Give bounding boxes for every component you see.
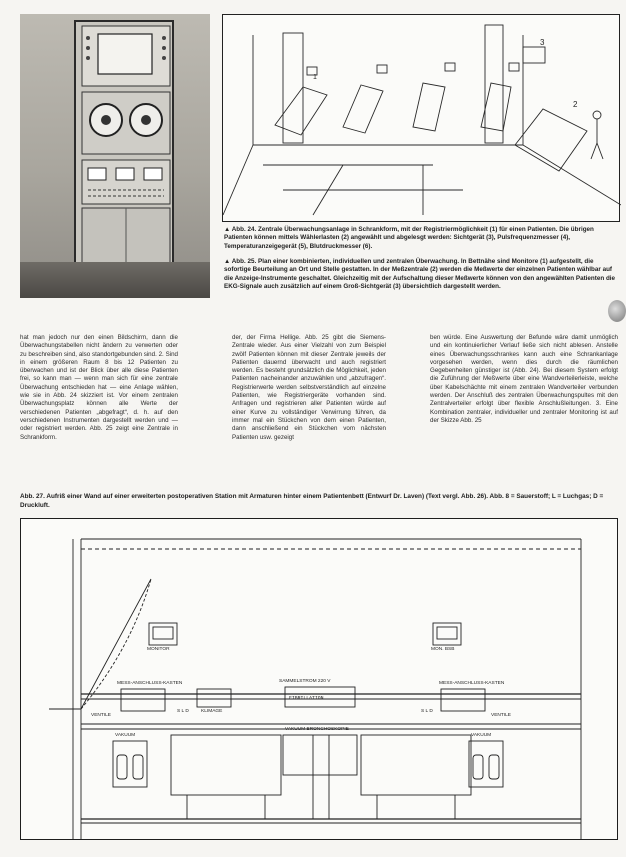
label-vakuum-right: VAKUUM bbox=[471, 733, 492, 738]
body-column-3: ben würde. Eine Auswertung der Befunde wäre damit unmöglich und ein kontinuierlicher Verlauf ließe sich nicht ablesen. Anstelle eines Überwachungsschrankes kann auch eine Schrankanlage vorgesehen werden, wenn dies durch die räumlichen Gegebenheiten günstiger ist (Abb. 24). Bei diesem System erfolgt die Zuführung der Meßwerte über eine Wandverteilerleiste, welche über Kabelschächte mit einem zentralen Wandverteiler verbunden werden. Der Anschluß des zentralen Überwachungspultes mit den Zentralverteiler erfolgt über flexible Anschlußleitungen. 3. Eine Kombination zentraler, individueller und zentraler Monitoring ist auf der Skizze Abb. 25 bbox=[430, 334, 618, 424]
caption-fig27: Abb. 27. Aufriß einer Wand auf einer erweiterten postoperativen Station mit Armaturen hinter einem Patientenbett (Entwurf Dr. Laven) (Text vergl. Abb. 26). Abb. 8 = Sauerstoff; L = Luchgas; D = Druckluft. bbox=[20, 493, 604, 509]
floor bbox=[20, 262, 210, 298]
label-vakuum-left: VAKUUM bbox=[115, 733, 136, 738]
ward-plan-svg bbox=[223, 15, 621, 223]
plan-number-2: 2 bbox=[573, 100, 578, 109]
plan-number-1: 1 bbox=[313, 74, 317, 81]
plan-number-3: 3 bbox=[540, 38, 545, 47]
label-fibrillation: FIBRILLATION bbox=[289, 696, 324, 701]
cabinet-illustration bbox=[76, 22, 176, 298]
photo-monitoring-cabinet bbox=[20, 14, 210, 298]
label-ventile-right: VENTILE bbox=[491, 713, 511, 718]
monitoring-cabinet-image bbox=[74, 20, 174, 296]
label-mess-kasten-right: MESS-ANSCHLUSS-KASTEN bbox=[439, 681, 505, 686]
label-gas-outlets-right: S L D bbox=[421, 709, 433, 714]
caption-fig24: ▲ Abb. 24. Zentrale Überwachungsanlage in Schrankform, mit der Registriermöglichkeit (1) für einen Patienten. Die übrigen Patienten können mittels Wählerlasten (2) angewählt und abgelesgt werden: Sichtgerät (3), Pulsfrequenzmesser (4), Temperaturanzeigegerät (5), Blutdruckmesser (6). bbox=[224, 226, 594, 250]
label-monitor-right: MON. BSB bbox=[431, 647, 455, 652]
label-klimage: KLIMAGE bbox=[201, 709, 223, 714]
page-edge-shadow bbox=[608, 300, 626, 322]
caption-fig25: ▲ Abb. 25. Plan einer kombinierten, individuellen und zentralen Überwachung. In Bettnähe sind Monitore (1) aufgestellt, die sofortige Beurteilung an Ort und Stelle gestatten. In der Meßzentrale (2) werden die Meßwerte der einzelnen Patienten wählbar auf die Anzeige-Instrumente geschaltet. Gleichzeitig mit der Aufschaltung dieser Meßwerte können von den angewählten Patienten die EKG-Signale auch zusätzlich auf einem Groß-Sichtgerät (3) übersichtlich dargestellt werden. bbox=[224, 258, 616, 291]
ward-plan-drawing bbox=[222, 14, 620, 222]
body-column-1: hat man jedoch nur den einen Bildschirm, dann die Überwachungstabellen nicht ändern zu verwerten oder zu beschreiben sind, also standortgebunden sind. 2. Sind in einem größeren Raum 8 bis 12 Patienten zu überwachen und ist der Blick über alle diese Patienten frei, so kann man — wenn man sich für eine zentrale Überwachung entschieden hat — eine Anlage wählen, wie sie in Abb. 24 skizziert ist. Vor einem zentralen Überwachungsplatz können alle Werte der verschiedenen Patienten „abgefragt“, d. h. auf den verschiedenen Instrumenten dargestellt werden und — oder registriert werden. Abb. 25 zeigt eine Zentrale in Schrankform. bbox=[20, 334, 178, 441]
label-vakuum-bronchoskopie: VAKUUM BRONCHOSKOPIE bbox=[285, 727, 349, 732]
label-gas-outlets-left: S L D bbox=[177, 709, 189, 714]
body-column-2: der, der Firma Hellige. Abb. 25 gibt die Siemens-Zentrale wieder. Aus einer Vielzahl von zum Beispiel zwölf Patienten können mit dieser Zentrale jeweils der Patienten dauernd überwacht und auch registriert werden. Es besteht grundsätzlich die Möglichkeit, jeden Patienten nacheinander anzuwählen und „abzufragen“. Registrierwerte werden selbstverständlich auf einzelne Patienten, wie Registriergeräte vorhanden sind. Anfragen und registrieren aller Patienten würde auf einer Kurve zu vollständiger Verwirrung führen, da immer mal ein Stückchen von dem einen Patienten, dann anschließend ein Stückchen vom nächsten Patienten usw. gezeigt bbox=[232, 334, 386, 441]
label-sammelstrom: SAMMELSTROM 220 V bbox=[279, 679, 331, 684]
label-mess-kasten-left: MESS-ANSCHLUSS-KASTEN bbox=[117, 681, 183, 686]
label-monitor-left: MONITOR bbox=[147, 647, 170, 652]
label-ventile-left: VENTILE bbox=[91, 713, 111, 718]
wall-elevation-drawing bbox=[20, 518, 618, 840]
